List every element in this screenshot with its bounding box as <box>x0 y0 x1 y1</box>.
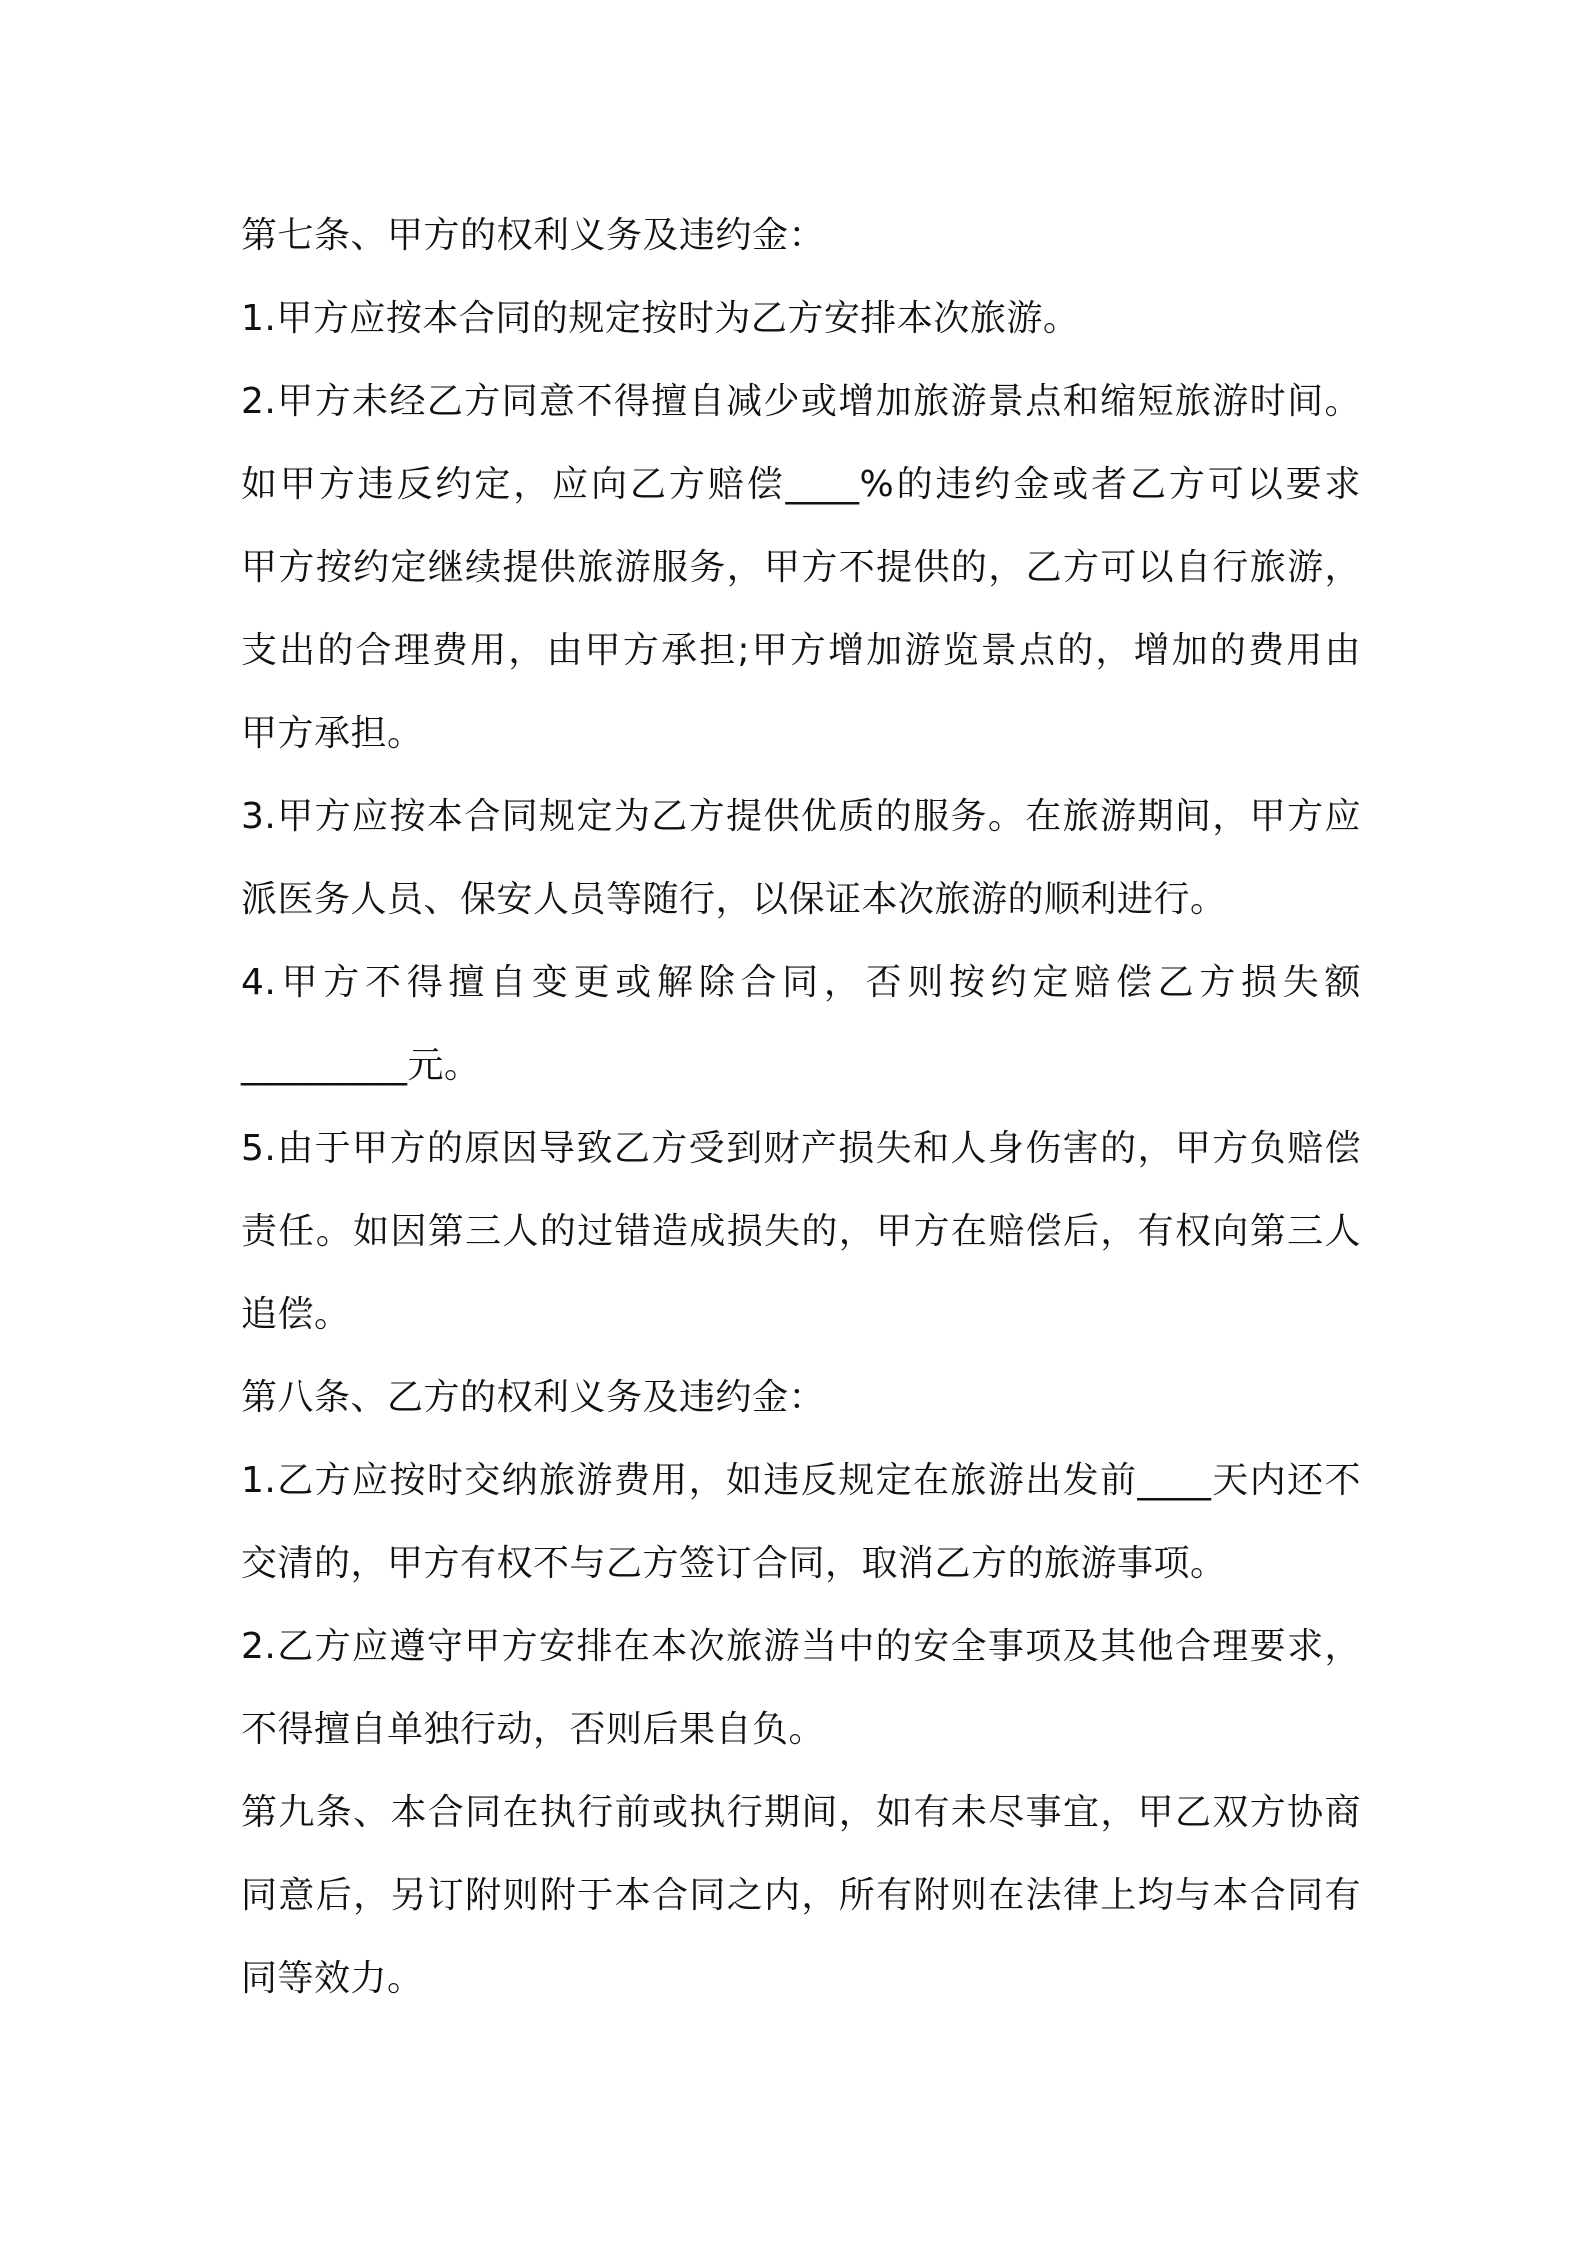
text-line: 同等效力。 <box>241 1958 424 1999</box>
text-line: 4.甲方不得擅自变更或解除合同，否则按约定赔偿乙方损失额 <box>241 962 1361 1003</box>
text-line: 甲方按约定继续提供旅游服务，甲方不提供的，乙方可以自行旅游， <box>241 547 1361 588</box>
text-line: 1.甲方应按本合同的规定按时为乙方安排本次旅游。 <box>241 298 1080 339</box>
text-line: 不得擅自单独行动，否则后果自负。 <box>241 1709 826 1750</box>
text-line: 支出的合理费用，由甲方承担;甲方增加游览景点的，增加的费用由 <box>241 630 1361 671</box>
text-line: 甲方承担。 <box>241 713 424 754</box>
article-8-heading: 第八条、乙方的权利义务及违约金： <box>241 1377 826 1418</box>
text-line: 1.乙方应按时交纳旅游费用，如违反规定在旅游出发前____天内还不 <box>241 1460 1361 1501</box>
text-line: 3.甲方应按本合同规定为乙方提供优质的服务。在旅游期间，甲方应 <box>241 796 1361 837</box>
text-line: 如甲方违反约定，应向乙方赔偿____%的违约金或者乙方可以要求 <box>241 464 1361 505</box>
text-line: 责任。如因第三人的过错造成损失的，甲方在赔偿后，有权向第三人 <box>241 1211 1361 1252</box>
text-line: 同意后，另订附则附于本合同之内，所有附则在法律上均与本合同有 <box>241 1875 1361 1916</box>
contract-text <box>241 194 1361 2020</box>
article-7-heading: 第七条、甲方的权利义务及违约金： <box>241 215 826 256</box>
text-line: 派医务人员、保安人员等随行，以保证本次旅游的顺利进行。 <box>241 879 1227 920</box>
text-line: 2.乙方应遵守甲方安排在本次旅游当中的安全事项及其他合理要求， <box>241 1626 1361 1667</box>
text-line: 交清的，甲方有权不与乙方签订合同，取消乙方的旅游事项。 <box>241 1543 1227 1584</box>
text-line: 5.由于甲方的原因导致乙方受到财产损失和人身伤害的，甲方负赔偿 <box>241 1128 1361 1169</box>
text-line: 2.甲方未经乙方同意不得擅自减少或增加旅游景点和缩短旅游时间。 <box>241 381 1361 422</box>
text-line: _________元。 <box>241 1045 481 1086</box>
text-line: 追偿。 <box>241 1294 351 1335</box>
article-9-text: 第九条、本合同在执行前或执行期间，如有未尽事宜，甲乙双方协商 <box>241 1792 1361 1833</box>
